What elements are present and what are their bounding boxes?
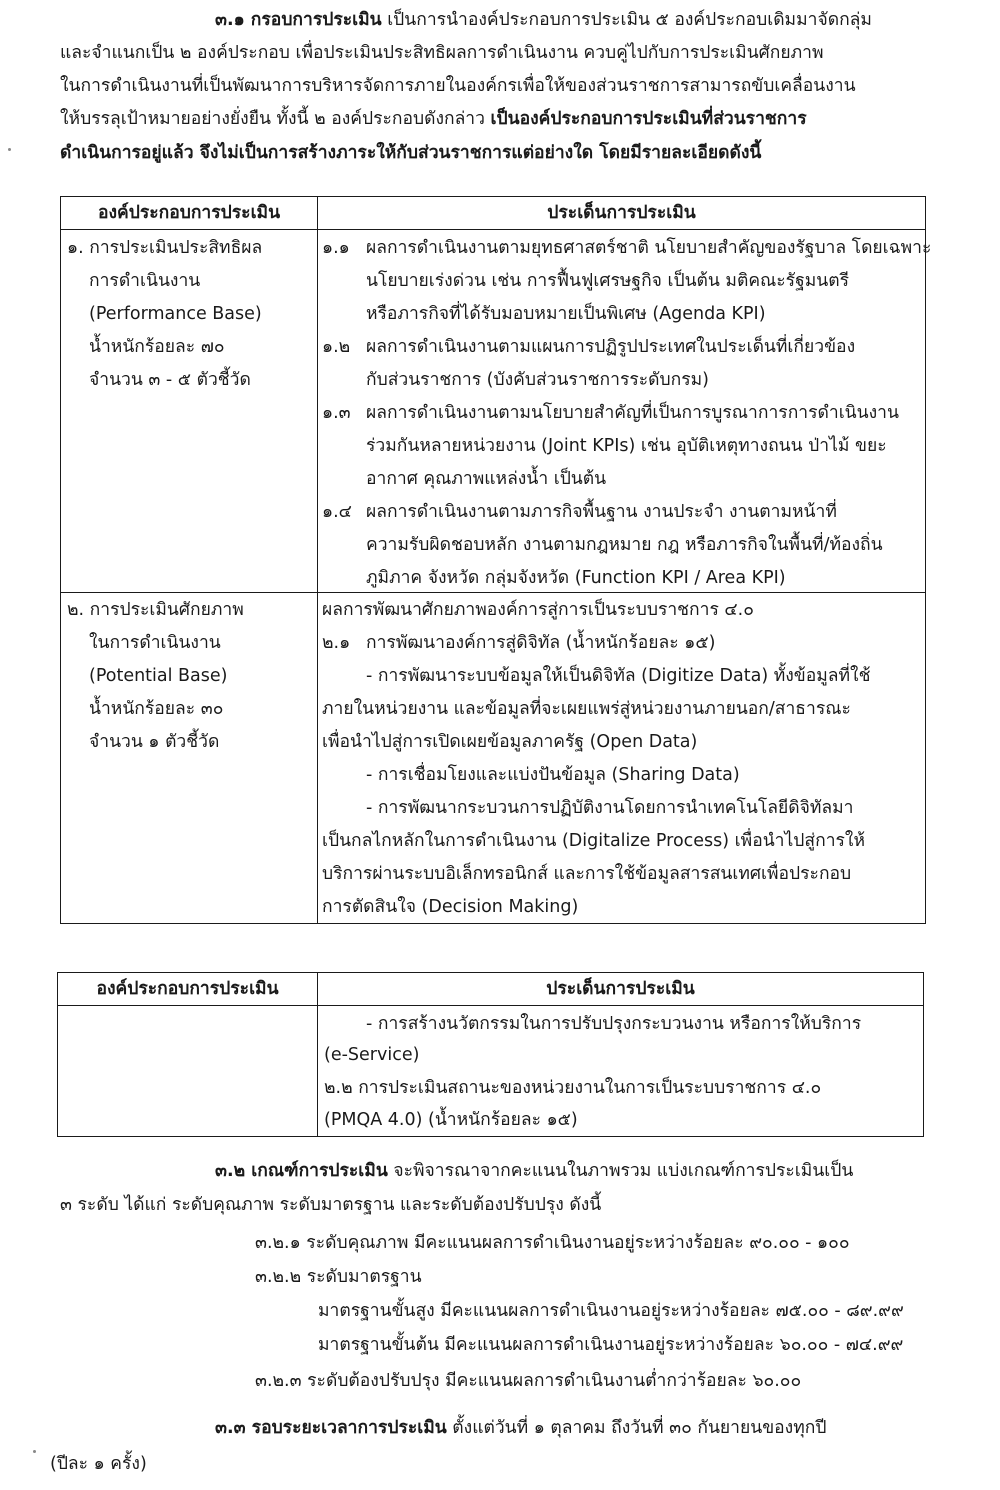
issue-text: การพัฒนาองค์การสู่ดิจิทัล (น้ำหนักร้อยละ ๑๕) xyxy=(366,633,716,653)
issue-num: ๑.๒ xyxy=(322,337,351,357)
issues-cell xyxy=(318,1006,924,1137)
component-title: ๒. การประเมินศักยภาพ xyxy=(67,600,244,620)
issue-text: ๒.๒ การประเมินสถานะของหน่วยงานในการเป็นระบบราชการ ๔.๐ xyxy=(324,1078,822,1098)
criteria-item: มาตรฐานขั้นสูง มีคะแนนผลการดำเนินงานอยู่ระหว่างร้อยละ ๗๕.๐๐ - ๘๙.๙๙ xyxy=(318,1301,904,1321)
issue-text: อากาศ คุณภาพแหล่งน้ำ เป็นต้น xyxy=(366,469,607,489)
bullet-line: เพื่อนำไปสู่การเปิดเผยข้อมูลภาครัฐ (Open Data) xyxy=(322,732,698,752)
issue-text: ผลการดำเนินงานตามแผนการปฏิรูปประเทศในประเด็นที่เกี่ยวข้อง xyxy=(366,337,856,357)
bullet-line: - การเชื่อมโยงและแบ่งปันข้อมูล (Sharing Data) xyxy=(366,765,740,785)
scan-speck xyxy=(33,1450,36,1453)
component-subtitle: ในการดำเนินงาน xyxy=(89,633,221,653)
period-line-2: (ปีละ ๑ ครั้ง) xyxy=(50,1454,147,1474)
para-line-4: ให้บรรลุเป้าหมายอย่างยั่งยืน ทั้งนี้ ๒ องค์ประกอบดังกล่าว เป็นองค์ประกอบการประเมินที่ส่วนราชการ xyxy=(60,109,807,129)
component-cell-empty xyxy=(58,1006,318,1137)
row2-component-cell xyxy=(61,593,318,924)
issue-num: ๒.๑ xyxy=(322,633,351,653)
table-row xyxy=(61,230,926,593)
table-row xyxy=(61,593,926,924)
bullet-line: การตัดสินใจ (Decision Making) xyxy=(322,897,579,917)
evaluation-table-2 xyxy=(57,972,924,1137)
criteria-item: ๓.๒.๑ ระดับคุณภาพ มีคะแนนผลการดำเนินงานอยู่ระหว่างร้อยละ ๙๐.๐๐ - ๑๐๐ xyxy=(255,1233,850,1253)
issue-text: ผลการดำเนินงานตามนโยบายสำคัญที่เป็นการบูรณาการการดำเนินงาน xyxy=(366,403,899,423)
issue-text: (PMQA 4.0) (น้ำหนักร้อยละ ๑๕) xyxy=(324,1110,578,1130)
evaluation-table-1 xyxy=(60,196,932,924)
bullet-line: บริการผ่านระบบอิเล็กทรอนิกส์ และการใช้ข้อมูลสารสนเทศเพื่อประกอบ xyxy=(322,864,852,884)
header-components: องค์ประกอบการประเมิน xyxy=(61,197,318,230)
issue-num: ๑.๓ xyxy=(322,403,351,423)
bullet-line: ภายในหน่วยงาน และข้อมูลที่จะเผยแพร่สู่หน่วยงานภายนอก/สาธารณะ xyxy=(322,699,851,719)
issue-text: ร่วมกันหลายหน่วยงาน (Joint KPIs) เช่น อุบัติเหตุทางถนน ป่าไม้ ขยะ xyxy=(366,436,887,456)
row2-issues-cell xyxy=(318,593,926,924)
header-components: องค์ประกอบการประเมิน xyxy=(58,973,318,1006)
component-base: (Potential Base) xyxy=(89,666,228,686)
issue-text: ความรับผิดชอบหลัก งานตามกฎหมาย กฎ หรือภารกิจในพื้นที่/ท้องถิ่น xyxy=(366,535,883,555)
component-subtitle: การดำเนินงาน xyxy=(89,271,201,291)
row1-issues-cell xyxy=(318,230,932,593)
header-issues: ประเด็นการประเมิน xyxy=(318,973,924,1006)
issue-intro: ผลการพัฒนาศักยภาพองค์การสู่การเป็นระบบราชการ ๔.๐ xyxy=(322,600,754,620)
bullet-line: - การสร้างนวัตกรรมในการปรับปรุงกระบวนงาน หรือการให้บริการ xyxy=(366,1014,862,1034)
header-issues: ประเด็นการประเมิน xyxy=(318,197,926,230)
table-header-row xyxy=(58,973,924,1006)
component-title: ๑. การประเมินประสิทธิผล xyxy=(67,238,263,258)
criteria-line-2: ๓ ระดับ ได้แก่ ระดับคุณภาพ ระดับมาตรฐาน และระดับต้องปรับปรุง ดังนี้ xyxy=(60,1195,602,1215)
criteria-item: ๓.๒.๓ ระดับต้องปรับปรุง มีคะแนนผลการดำเนินงานต่ำกว่าร้อยละ ๖๐.๐๐ xyxy=(255,1371,802,1391)
component-base: (Performance Base) xyxy=(89,304,262,324)
criteria-heading-line: ๓.๒ เกณฑ์การประเมิน จะพิจารณาจากคะแนนในภาพรวม แบ่งเกณฑ์การประเมินเป็น xyxy=(215,1161,854,1181)
component-count: จำนวน ๑ ตัวชี้วัด xyxy=(89,732,220,752)
criteria-item: มาตรฐานขั้นต้น มีคะแนนผลการดำเนินงานอยู่ระหว่างร้อยละ ๖๐.๐๐ - ๗๔.๙๙ xyxy=(318,1335,904,1355)
para-line-5: ดำเนินการอยู่แล้ว จึงไม่เป็นการสร้างภาระให้กับส่วนราชการแต่อย่างใด โดยมีรายละเอียดดังนี้ xyxy=(60,143,762,163)
table-header-row xyxy=(61,197,926,230)
bullet-line: - การพัฒนาระบบข้อมูลให้เป็นดิจิทัล (Digitize Data) ทั้งข้อมูลที่ใช้ xyxy=(366,666,871,686)
bullet-line: (e-Service) xyxy=(324,1045,420,1065)
component-weight: น้ำหนักร้อยละ ๗๐ xyxy=(89,337,225,357)
para-line-1: ๓.๑ กรอบการประเมิน เป็นการนำองค์ประกอบการประเมิน ๕ องค์ประกอบเดิมมาจัดกลุ่ม xyxy=(215,10,872,30)
bullet-line: เป็นกลไกหลักในการดำเนินงาน (Digitalize Process) เพื่อนำไปสู่การให้ xyxy=(322,831,865,851)
row1-component-cell xyxy=(61,230,318,593)
issue-text: ผลการดำเนินงานตามภารกิจพื้นฐาน งานประจำ งานตามหน้าที่ xyxy=(366,502,837,522)
table-row xyxy=(58,1006,924,1137)
issue-text: ภูมิภาค จังหวัด กลุ่มจังหวัด (Function KPI / Area KPI) xyxy=(366,568,786,588)
component-count: จำนวน ๓ - ๕ ตัวชี้วัด xyxy=(89,370,251,390)
bullet-line: - การพัฒนากระบวนการปฏิบัติงานโดยการนำเทคโนโลยีดิจิทัลมา xyxy=(366,798,854,818)
scan-speck xyxy=(8,148,11,151)
para-line-2: และจำแนกเป็น ๒ องค์ประกอบ เพื่อประเมินประสิทธิผลการดำเนินงาน ควบคู่ไปกับการประเมินศักยภาพ xyxy=(60,43,824,63)
component-weight: น้ำหนักร้อยละ ๓๐ xyxy=(89,699,224,719)
issue-num: ๑.๔ xyxy=(322,502,352,522)
issue-text: ผลการดำเนินงานตามยุทธศาสตร์ชาติ นโยบายสำคัญของรัฐบาล โดยเฉพาะ xyxy=(366,238,932,258)
issue-text: นโยบายเร่งด่วน เช่น การฟื้นฟูเศรษฐกิจ เป็นต้น มติคณะรัฐมนตรี xyxy=(366,271,849,291)
period-heading-line: ๓.๓ รอบระยะเวลาการประเมิน ตั้งแต่วันที่ ๑ ตุลาคม ถึงวันที่ ๓๐ กันยายนของทุกปี xyxy=(215,1418,827,1438)
issue-num: ๑.๑ xyxy=(322,238,350,258)
criteria-item: ๓.๒.๒ ระดับมาตรฐาน xyxy=(255,1267,422,1287)
para-line-3: ในการดำเนินงานที่เป็นพัฒนาการบริหารจัดการภายในองค์กรเพื่อให้ของส่วนราชการสามารถขับเคลื่อนงาน xyxy=(60,76,856,96)
issue-text: หรือภารกิจที่ได้รับมอบหมายเป็นพิเศษ (Agenda KPI) xyxy=(366,304,766,324)
issue-text: กับส่วนราชการ (บังคับส่วนราชการระดับกรม) xyxy=(366,370,709,390)
